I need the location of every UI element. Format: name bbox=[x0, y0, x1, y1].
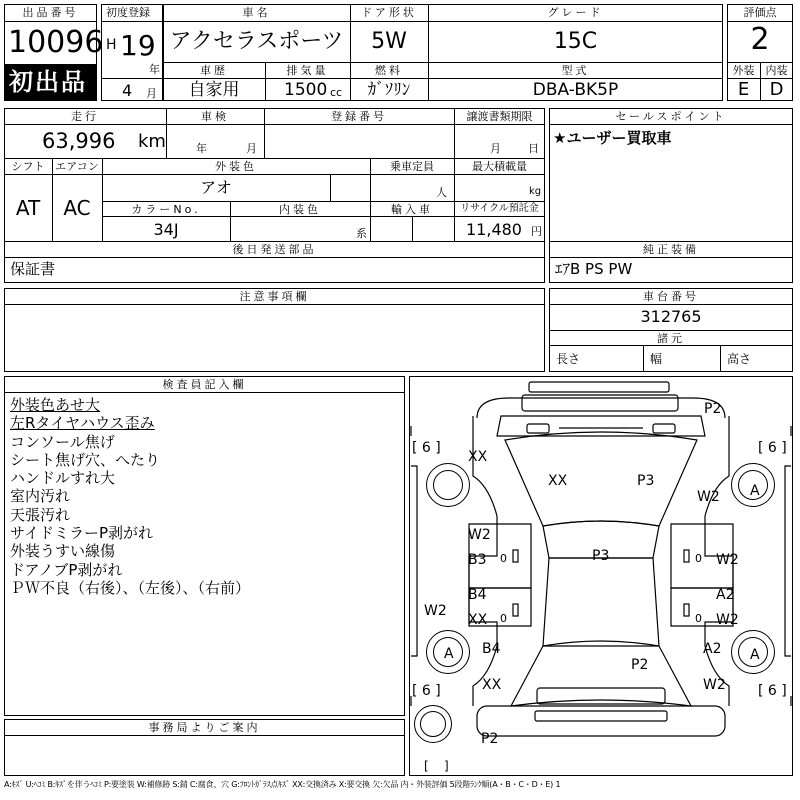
load-unit: kg bbox=[529, 186, 542, 197]
equipment-label: 純正装備 bbox=[643, 243, 699, 256]
history-value: 自家用 bbox=[188, 80, 240, 100]
score-label: 評価点 bbox=[743, 6, 777, 19]
height-label: 高さ bbox=[727, 352, 752, 366]
damage-mark: W2 bbox=[703, 677, 726, 693]
damage-mark: P2 bbox=[481, 731, 499, 747]
door-label: ドア形状 bbox=[361, 6, 417, 19]
damage-mark: 0 bbox=[695, 612, 702, 625]
legend-text: A:ｷｽﾞ U:ﾍｺﾐ B:ｷｽﾞを伴うﾍｺﾐ P:要塗装 W:補修跡 S:錆 C:腐食、穴 G:ﾌﾛﾝﾄｶﾞﾗｽ点ｷｽﾞ XX:交換済み X:要交換 欠:欠品 内・外装評価 5段階ﾗﾝｸ順(A・B・C・D・E) 1 bbox=[4, 780, 561, 789]
reg-no-label: 登録番号 bbox=[331, 110, 387, 123]
reg-year: 19 bbox=[120, 29, 156, 62]
first-reg-label: 初度登録 bbox=[106, 6, 150, 19]
shift-label: シフト bbox=[11, 160, 45, 173]
transfer-day-unit: 日 bbox=[528, 142, 539, 155]
damage-mark: W2 bbox=[468, 527, 491, 543]
ac-label: エアコン bbox=[55, 160, 99, 173]
damage-mark: P2 bbox=[631, 657, 649, 673]
damage-mark: A bbox=[750, 647, 760, 663]
displacement-unit: cc bbox=[330, 86, 343, 99]
damage-mark: W2 bbox=[697, 489, 720, 505]
inspector-line: ＰＷ不良（右後）、（左後）、（右前） bbox=[10, 578, 251, 597]
reg-month: 4 bbox=[122, 81, 133, 100]
office-label: 事務局よりご案内 bbox=[148, 721, 261, 734]
damage-mark: P3 bbox=[592, 548, 610, 564]
mileage-value: 63,996 bbox=[42, 129, 116, 153]
damage-mark: 0 bbox=[500, 612, 507, 625]
recycle-value: 11,480 bbox=[466, 220, 522, 239]
history-label: 車歴 bbox=[200, 64, 228, 77]
inspector-line: サイドミラーP剥がれ bbox=[10, 524, 153, 543]
grade-label: グレード bbox=[547, 6, 604, 19]
width-label: 幅 bbox=[650, 352, 663, 366]
displacement-label: 排気量 bbox=[286, 64, 329, 77]
fuel-label: 燃料 bbox=[375, 64, 403, 77]
transfer-month-unit: 月 bbox=[490, 142, 501, 155]
inspection-year-unit: 年 bbox=[196, 142, 207, 155]
exterior-label: 外装 bbox=[732, 64, 755, 77]
inspector-line: シート焦げ穴、へたり bbox=[10, 450, 161, 469]
displacement-value: 1500 bbox=[284, 80, 328, 100]
inspector-label: 検査員記入欄 bbox=[162, 378, 247, 391]
year-unit: 年 bbox=[149, 63, 160, 76]
interior-grade: D bbox=[769, 79, 784, 100]
fuel-value: ｶﾞｿﾘﾝ bbox=[367, 80, 411, 100]
capacity-unit: 人 bbox=[436, 186, 447, 199]
interior-color-label: 内装色 bbox=[279, 203, 321, 216]
damage-mark: B4 bbox=[468, 587, 487, 603]
damage-mark: A bbox=[750, 483, 760, 499]
damage-mark: B3 bbox=[468, 552, 487, 568]
sales-point-text: ★ユーザー買取車 bbox=[553, 129, 672, 147]
later-parts-value: 保証書 bbox=[10, 260, 56, 278]
bracket-rear-left: [ 6 ] bbox=[412, 683, 441, 699]
bracket-front-left: [ 6 ] bbox=[412, 440, 441, 456]
bracket-front-right: [ 6 ] bbox=[758, 440, 787, 456]
spare-bracket: [ ] bbox=[424, 759, 449, 773]
notes-label: 注意事項欄 bbox=[239, 290, 310, 303]
sales-point-label: セールスポイント bbox=[615, 110, 727, 123]
lot-number: 10096 bbox=[8, 25, 104, 60]
inspector-line: 左Rタイヤハウス歪み bbox=[10, 414, 155, 433]
interior-label: 内装 bbox=[765, 64, 788, 77]
damage-mark: 0 bbox=[500, 552, 507, 565]
car-name-label: 車名 bbox=[242, 6, 271, 19]
inspector-line: ハンドルすれ大 bbox=[10, 469, 116, 488]
damage-mark: A bbox=[444, 646, 454, 662]
import-label: 輸入車 bbox=[391, 203, 433, 216]
shift-value: AT bbox=[15, 196, 41, 220]
damage-mark: W2 bbox=[716, 612, 739, 628]
damage-mark: XX bbox=[548, 473, 568, 489]
inspection-label: 車検 bbox=[201, 110, 229, 123]
damage-mark: XX bbox=[482, 677, 502, 693]
car-outline-diagram bbox=[409, 376, 793, 776]
damage-mark: XX bbox=[468, 612, 488, 628]
inspector-notes bbox=[10, 396, 390, 597]
damage-mark: P2 bbox=[704, 401, 722, 417]
damage-mark: 0 bbox=[695, 552, 702, 565]
capacity-label: 乗車定員 bbox=[390, 160, 434, 173]
mileage-label: 走行 bbox=[71, 110, 99, 123]
exterior-grade: E bbox=[737, 79, 750, 100]
chassis-number: 312765 bbox=[640, 307, 702, 326]
interior-color-unit: 系 bbox=[356, 227, 367, 240]
inspector-line: 室内汚れ bbox=[10, 487, 71, 506]
inspector-line: コンソール焦げ bbox=[10, 432, 115, 451]
color-label: 外装色 bbox=[215, 160, 257, 173]
door-value: 5W bbox=[371, 29, 407, 54]
first-listing-label: 初出品 bbox=[9, 68, 87, 96]
mileage-unit: km bbox=[138, 131, 166, 152]
grade-value: 15C bbox=[553, 29, 598, 54]
damage-mark: B4 bbox=[482, 641, 501, 657]
month-unit: 月 bbox=[146, 87, 157, 100]
recycle-label: リサイクル預託金 bbox=[460, 203, 539, 214]
model-value: DBA-BK5P bbox=[532, 80, 619, 100]
score-value: 2 bbox=[750, 22, 770, 57]
inspector-line: 天張汚れ bbox=[10, 505, 71, 524]
recycle-unit: 円 bbox=[531, 225, 542, 238]
inspector-line: 外装うすい線傷 bbox=[10, 542, 116, 561]
spare-wheel-inner bbox=[420, 711, 446, 737]
chassis-label: 車台番号 bbox=[643, 290, 699, 303]
damage-mark: W2 bbox=[716, 552, 739, 568]
transfer-label: 譲渡書類期限 bbox=[466, 110, 533, 123]
color-no-value: 34J bbox=[153, 220, 179, 239]
inspection-month-unit: 月 bbox=[246, 142, 257, 155]
model-label: 型式 bbox=[561, 64, 590, 77]
damage-mark: W2 bbox=[424, 603, 447, 619]
damage-mark: XX bbox=[468, 449, 488, 465]
color-value: アオ bbox=[200, 178, 232, 197]
specs-label: 諸元 bbox=[657, 332, 685, 345]
color-no-label: カラーNo. bbox=[131, 203, 201, 216]
damage-mark: P3 bbox=[637, 473, 655, 489]
later-parts-label: 後日発送部品 bbox=[232, 243, 317, 256]
ac-value: AC bbox=[63, 196, 91, 220]
bracket-rear-right: [ 6 ] bbox=[758, 683, 787, 699]
car-name: アクセラスポーツ bbox=[169, 29, 344, 54]
damage-mark: A2 bbox=[703, 641, 722, 657]
damage-mark: A2 bbox=[716, 587, 735, 603]
lot-label: 出品番号 bbox=[22, 6, 79, 19]
wheel-front-left-inner bbox=[433, 470, 463, 500]
load-label: 最大積載量 bbox=[472, 160, 527, 173]
length-label: 長さ bbox=[556, 352, 581, 366]
era: H bbox=[106, 37, 117, 53]
inspector-line: ドアノブP剥がれ bbox=[10, 560, 123, 579]
inspector-line: 外装色あせ大 bbox=[10, 396, 101, 414]
equipment-text: ｴｱB PS PW bbox=[555, 260, 633, 278]
